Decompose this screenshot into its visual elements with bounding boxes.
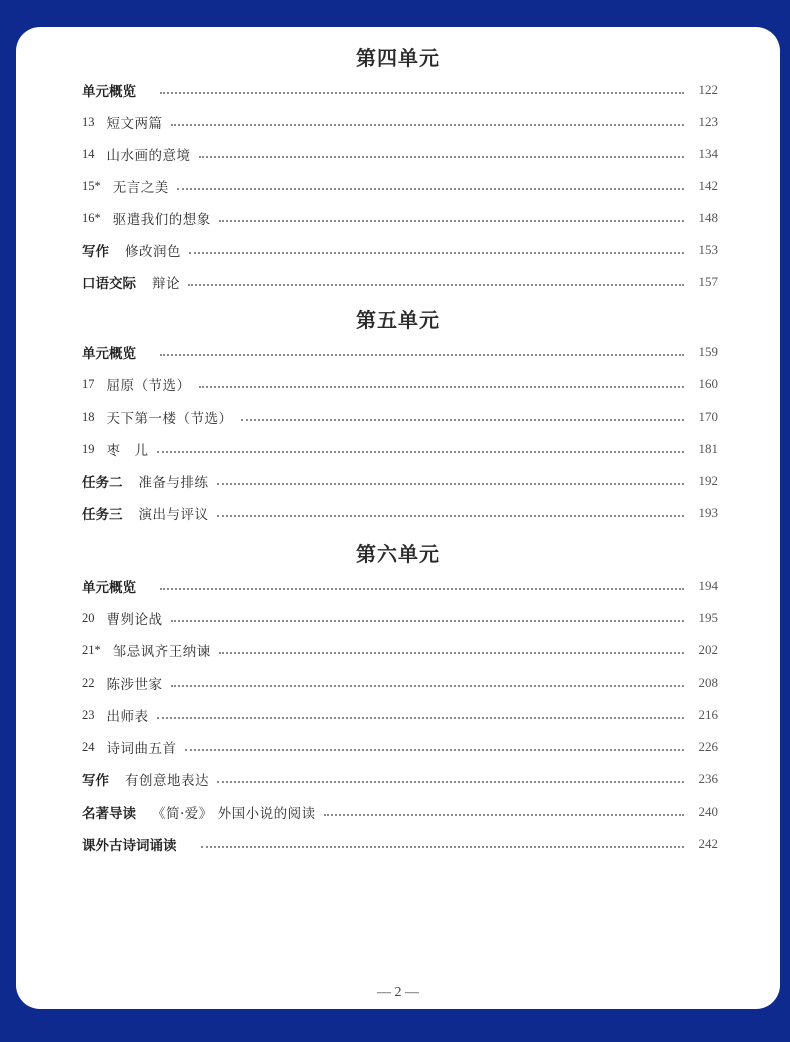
entry-label: 写作 (82, 773, 109, 789)
toc-entry[interactable] (82, 834, 718, 854)
toc-entry[interactable] (82, 503, 718, 523)
toc-entry[interactable] (82, 342, 718, 362)
entry-label: 单元概览 (82, 580, 136, 596)
lesson-number: 19 (82, 441, 95, 456)
entry-title: 短文两篇 (106, 116, 163, 132)
toc-entry[interactable] (82, 576, 718, 596)
entry-page: 142 (698, 178, 718, 193)
entry-page: 193 (698, 505, 718, 520)
toc-entry[interactable] (82, 608, 718, 628)
entry-page: 148 (698, 210, 718, 225)
dot-leader (160, 354, 684, 356)
lesson-number: 22 (82, 675, 95, 690)
dot-leader (157, 717, 685, 719)
toc-entry[interactable] (82, 240, 718, 260)
toc-entry[interactable] (82, 80, 718, 100)
entry-label: 单元概览 (82, 84, 136, 100)
toc-entry[interactable] (82, 673, 718, 693)
entry-title: 有创意地表达 (125, 773, 209, 789)
dot-leader (217, 515, 685, 517)
dot-leader (185, 749, 685, 751)
lesson-number: 16* (82, 210, 101, 225)
dot-leader (188, 284, 684, 286)
dot-leader (177, 188, 684, 190)
entry-title: 曹刿论战 (106, 612, 163, 628)
dot-leader (160, 92, 684, 94)
unit-6-title: 第六单元 (356, 542, 440, 566)
entry-page: 216 (698, 707, 718, 722)
lesson-number: 18 (82, 409, 95, 424)
lesson-number: 21* (82, 642, 101, 657)
entry-page: 123 (698, 114, 718, 129)
entry-title: 无言之美 (112, 180, 169, 196)
dot-leader (199, 386, 685, 388)
entry-page: 157 (698, 274, 718, 289)
toc-entry[interactable] (82, 439, 718, 459)
entry-label: 写作 (82, 244, 109, 260)
toc-entry[interactable] (82, 737, 718, 757)
toc-entry[interactable] (82, 705, 718, 725)
entry-label: 名著导读 (82, 806, 136, 822)
unit-4-title: 第四单元 (356, 46, 440, 70)
entry-title: 屈原（节选） (106, 378, 191, 394)
entry-page: 194 (698, 578, 718, 593)
entry-page: 226 (698, 739, 718, 754)
entry-page: 134 (698, 146, 718, 161)
dot-leader (171, 124, 685, 126)
entry-page: 159 (698, 344, 718, 359)
unit-5-title: 第五单元 (356, 308, 440, 332)
dot-leader (324, 814, 684, 816)
toc-entry[interactable] (82, 272, 718, 292)
entry-page: 202 (698, 642, 718, 657)
toc-entry[interactable] (82, 407, 718, 427)
dot-leader (189, 252, 684, 254)
toc-page (16, 27, 780, 1009)
entry-label: 任务二 (82, 475, 123, 491)
dot-leader (219, 652, 684, 654)
entry-page: 160 (698, 376, 718, 391)
entry-title: 枣 儿 (106, 443, 149, 459)
dot-leader (171, 685, 685, 687)
dot-leader (201, 846, 685, 848)
toc-entry[interactable] (82, 769, 718, 789)
entry-label: 课外古诗词诵读 (82, 838, 177, 854)
entry-title: 演出与评议 (138, 507, 209, 523)
dot-leader (199, 156, 685, 158)
toc-entry[interactable] (82, 208, 718, 228)
dot-leader (160, 588, 684, 590)
entry-page: 240 (698, 804, 718, 819)
lesson-number: 23 (82, 707, 95, 722)
dot-leader (157, 451, 685, 453)
entry-page: 195 (698, 610, 718, 625)
dot-leader (241, 419, 685, 421)
entry-title: 准备与排练 (138, 475, 209, 491)
entry-title: 山水画的意境 (106, 148, 191, 164)
dot-leader (217, 483, 685, 485)
toc-entry[interactable] (82, 640, 718, 660)
toc-entry[interactable] (82, 144, 718, 164)
entry-page: 122 (698, 82, 718, 97)
entry-title: 出师表 (106, 709, 149, 725)
entry-page: 170 (698, 409, 718, 424)
entry-page: 192 (698, 473, 718, 488)
entry-title: 修改润色 (125, 244, 181, 260)
lesson-number: 20 (82, 610, 95, 625)
entry-title: 驱遣我们的想象 (112, 212, 211, 228)
entry-page: 181 (698, 441, 718, 456)
entry-page: 242 (698, 836, 718, 851)
page-number: — 2 — (377, 985, 419, 1000)
lesson-number: 14 (82, 146, 95, 161)
dot-leader (219, 220, 684, 222)
toc-entry[interactable] (82, 802, 718, 822)
entry-label: 口语交际 (82, 276, 136, 292)
lesson-number: 15* (82, 178, 101, 193)
lesson-number: 13 (82, 114, 95, 129)
toc-entry[interactable] (82, 471, 718, 491)
entry-title: 《简·爱》 外国小说的阅读 (152, 806, 316, 822)
entry-title: 天下第一楼（节选） (106, 411, 233, 427)
entry-page: 153 (698, 242, 718, 257)
lesson-number: 17 (82, 376, 95, 391)
entry-label: 任务三 (82, 507, 123, 523)
toc-entry[interactable] (82, 374, 718, 394)
entry-title: 诗词曲五首 (106, 741, 177, 757)
dot-leader (171, 620, 685, 622)
entry-page: 208 (698, 675, 718, 690)
toc-entry[interactable] (82, 112, 718, 132)
entry-page: 236 (698, 771, 718, 786)
entry-title: 辩论 (152, 276, 180, 292)
entry-label: 单元概览 (82, 346, 136, 362)
dot-leader (217, 781, 684, 783)
entry-title: 陈涉世家 (106, 677, 163, 693)
lesson-number: 24 (82, 739, 95, 754)
entry-title: 邹忌讽齐王纳谏 (112, 644, 211, 660)
toc-entry[interactable] (82, 176, 718, 196)
